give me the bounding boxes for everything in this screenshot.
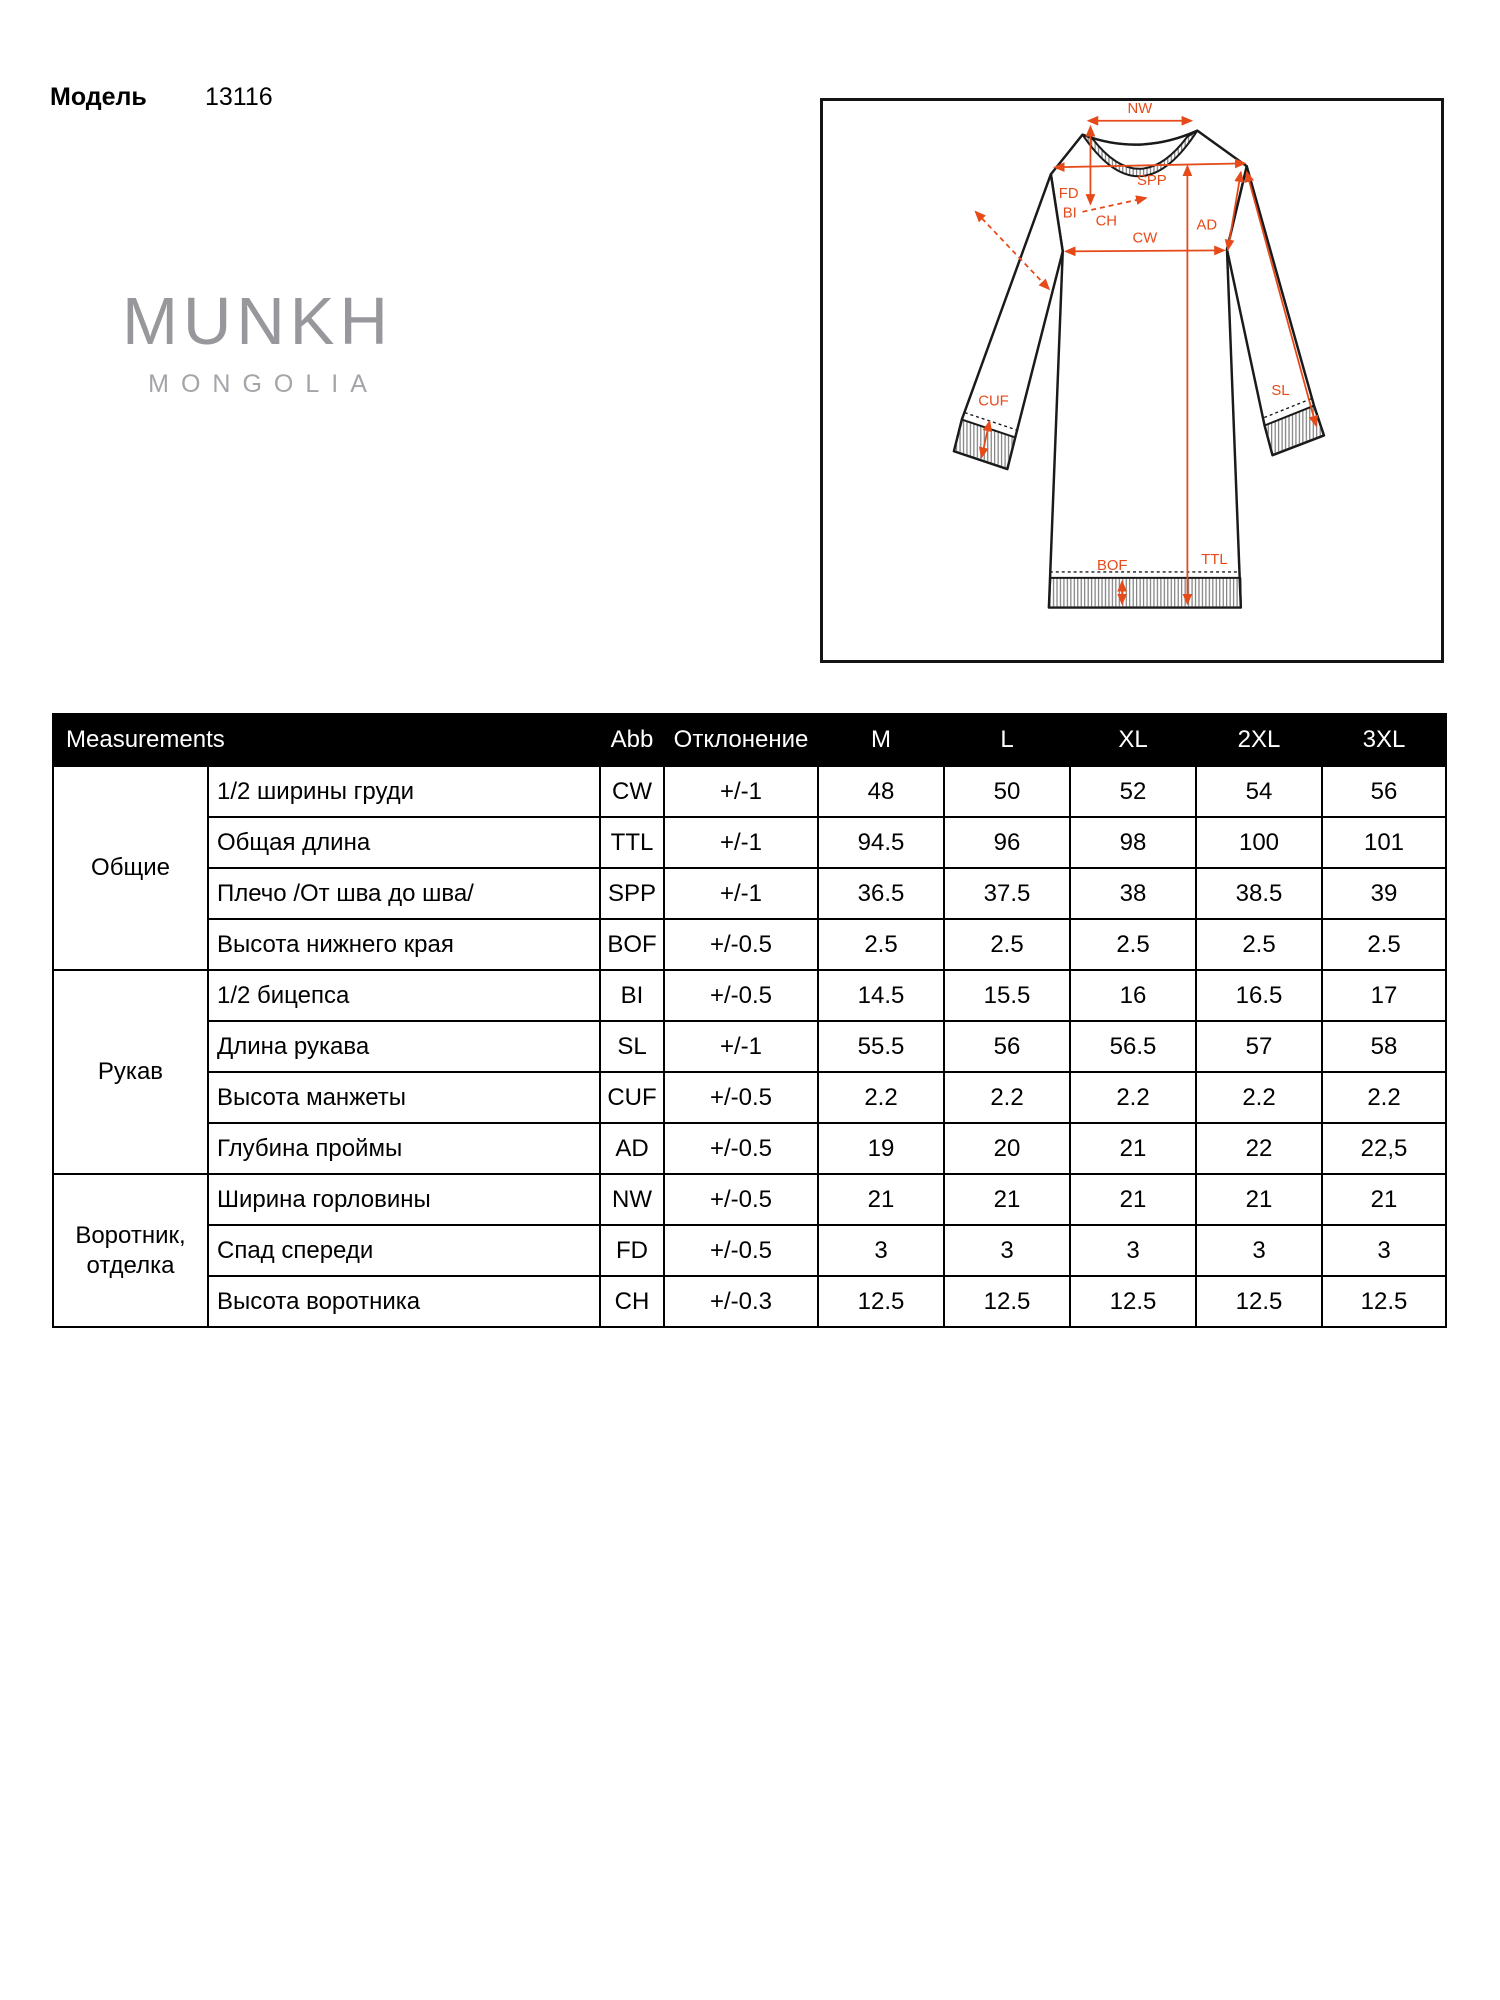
size-value: 15.5 [944, 970, 1070, 1021]
measurement-name: Длина рукава [208, 1021, 600, 1072]
size-value: 48 [818, 766, 944, 817]
size-value: 19 [818, 1123, 944, 1174]
abbreviation: TTL [600, 817, 664, 868]
table-row [53, 1225, 1446, 1276]
cw-label: CW [1132, 230, 1158, 247]
measurement-name: Спад спереди [208, 1225, 600, 1276]
size-value: 2.2 [818, 1072, 944, 1123]
size-value: 56 [944, 1021, 1070, 1072]
abbreviation: SL [600, 1021, 664, 1072]
table-row [53, 868, 1446, 919]
size-value: 21 [1322, 1174, 1446, 1225]
size-value: 12.5 [1322, 1276, 1446, 1327]
deviation-value: +/-0.5 [664, 970, 818, 1021]
size-value: 16 [1070, 970, 1196, 1021]
measurements-table [52, 713, 1447, 1328]
size-value: 21 [944, 1174, 1070, 1225]
cw-arrow [1066, 250, 1224, 251]
size-value: 3 [1070, 1225, 1196, 1276]
size-value: 3 [1322, 1225, 1446, 1276]
size-value: 22,5 [1322, 1123, 1446, 1174]
abbreviation: NW [600, 1174, 664, 1225]
abbreviation: CUF [600, 1072, 664, 1123]
group-label: Рукав [53, 970, 208, 1174]
size-value: 38 [1070, 868, 1196, 919]
header-size-m: M [818, 714, 944, 766]
abbreviation: FD [600, 1225, 664, 1276]
size-value: 21 [1070, 1174, 1196, 1225]
deviation-value: +/-1 [664, 868, 818, 919]
garment-diagram [820, 98, 1444, 663]
size-value: 22 [1196, 1123, 1322, 1174]
size-value: 12.5 [1070, 1276, 1196, 1327]
spp-label: SPP [1136, 173, 1167, 190]
deviation-value: +/-0.5 [664, 1174, 818, 1225]
table-row [53, 1072, 1446, 1123]
measurement-name: Высота манжеты [208, 1072, 600, 1123]
size-value: 3 [944, 1225, 1070, 1276]
size-value: 94.5 [818, 817, 944, 868]
header-size-2xl: 2XL [1196, 714, 1322, 766]
size-value: 56 [1322, 766, 1446, 817]
deviation-value: +/-0.5 [664, 1072, 818, 1123]
table-row [53, 1021, 1446, 1072]
model-line [50, 82, 273, 112]
size-value: 96 [944, 817, 1070, 868]
size-value: 55.5 [818, 1021, 944, 1072]
dress-body-outline [1049, 131, 1247, 608]
abbreviation: BOF [600, 919, 664, 970]
measurement-name: Общая длина [208, 817, 600, 868]
size-value: 17 [1322, 970, 1446, 1021]
size-value: 12.5 [1196, 1276, 1322, 1327]
deviation-value: +/-1 [664, 817, 818, 868]
abbreviation: CW [600, 766, 664, 817]
size-value: 2.2 [1322, 1072, 1446, 1123]
size-value: 37.5 [944, 868, 1070, 919]
header-abb: Abb [600, 714, 664, 766]
cuf-label: CUF [978, 393, 1009, 410]
table-row [53, 919, 1446, 970]
size-value: 36.5 [818, 868, 944, 919]
header-deviation: Отклонение [664, 714, 818, 766]
size-value: 54 [1196, 766, 1322, 817]
brand-country: MONGOLIA [148, 370, 379, 398]
table-row [53, 817, 1446, 868]
group-label: Общие [53, 766, 208, 970]
measurement-name: Ширина горловины [208, 1174, 600, 1225]
abbreviation: BI [600, 970, 664, 1021]
abbreviation: CH [600, 1276, 664, 1327]
model-number: 13116 [205, 83, 273, 111]
table-row [53, 1174, 1446, 1225]
abbreviation: SPP [600, 868, 664, 919]
size-value: 98 [1070, 817, 1196, 868]
deviation-value: +/-0.5 [664, 1225, 818, 1276]
deviation-value: +/-0.3 [664, 1276, 818, 1327]
size-value: 16.5 [1196, 970, 1322, 1021]
size-value: 100 [1196, 817, 1322, 868]
size-value: 3 [1196, 1225, 1322, 1276]
size-value: 101 [1322, 817, 1446, 868]
measurement-name: Плечо /От шва до шва/ [208, 868, 600, 919]
size-value: 2.5 [1322, 919, 1446, 970]
ttl-label: TTL [1201, 552, 1228, 569]
brand-logo [85, 284, 430, 399]
deviation-value: +/-1 [664, 766, 818, 817]
nw-label: NW [1127, 101, 1153, 117]
size-value: 38.5 [1196, 868, 1322, 919]
size-value: 21 [1196, 1174, 1322, 1225]
size-value: 3 [818, 1225, 944, 1276]
fd-label: FD [1058, 185, 1079, 202]
header-size-3xl: 3XL [1322, 714, 1446, 766]
size-value: 2.5 [818, 919, 944, 970]
measurement-name: Глубина проймы [208, 1123, 600, 1174]
size-value: 56.5 [1070, 1021, 1196, 1072]
size-value: 14.5 [818, 970, 944, 1021]
size-value: 2.2 [944, 1072, 1070, 1123]
size-value: 21 [818, 1174, 944, 1225]
measurement-name: 1/2 бицепса [208, 970, 600, 1021]
deviation-value: +/-0.5 [664, 919, 818, 970]
size-value: 2.5 [944, 919, 1070, 970]
sl-label: SL [1271, 382, 1290, 399]
size-value: 2.2 [1196, 1072, 1322, 1123]
table-row [53, 1123, 1446, 1174]
measurement-name: 1/2 ширины груди [208, 766, 600, 817]
bof-label: BOF [1096, 557, 1128, 574]
ch-label: CH [1095, 213, 1117, 230]
deviation-value: +/-1 [664, 1021, 818, 1072]
table-row [53, 766, 1446, 817]
model-label: Модель [50, 83, 147, 111]
size-value: 58 [1322, 1021, 1446, 1072]
size-value: 21 [1070, 1123, 1196, 1174]
measurement-name: Высота нижнего края [208, 919, 600, 970]
size-value: 50 [944, 766, 1070, 817]
size-value: 2.5 [1196, 919, 1322, 970]
hem-ribbing [1049, 578, 1241, 608]
garment-flat-sketch [823, 101, 1441, 660]
group-label: Воротник, отделка [53, 1174, 208, 1327]
size-value: 39 [1322, 868, 1446, 919]
measurements-tbody [53, 766, 1446, 1327]
bi-label: BI [1062, 205, 1077, 222]
table-header-row [53, 714, 1446, 766]
deviation-value: +/-0.5 [664, 1123, 818, 1174]
abbreviation: AD [600, 1123, 664, 1174]
header-size-xl: XL [1070, 714, 1196, 766]
size-value: 2.2 [1070, 1072, 1196, 1123]
size-value: 20 [944, 1123, 1070, 1174]
size-value: 12.5 [944, 1276, 1070, 1327]
size-value: 57 [1196, 1021, 1322, 1072]
header-measurements: Measurements [53, 714, 600, 766]
table-row [53, 970, 1446, 1021]
size-value: 52 [1070, 766, 1196, 817]
header-size-l: L [944, 714, 1070, 766]
ad-label: AD [1196, 217, 1218, 234]
size-value: 12.5 [818, 1276, 944, 1327]
brand-name: MUNKH [122, 284, 393, 359]
table-row [53, 1276, 1446, 1327]
measurement-name: Высота воротника [208, 1276, 600, 1327]
size-value: 2.5 [1070, 919, 1196, 970]
